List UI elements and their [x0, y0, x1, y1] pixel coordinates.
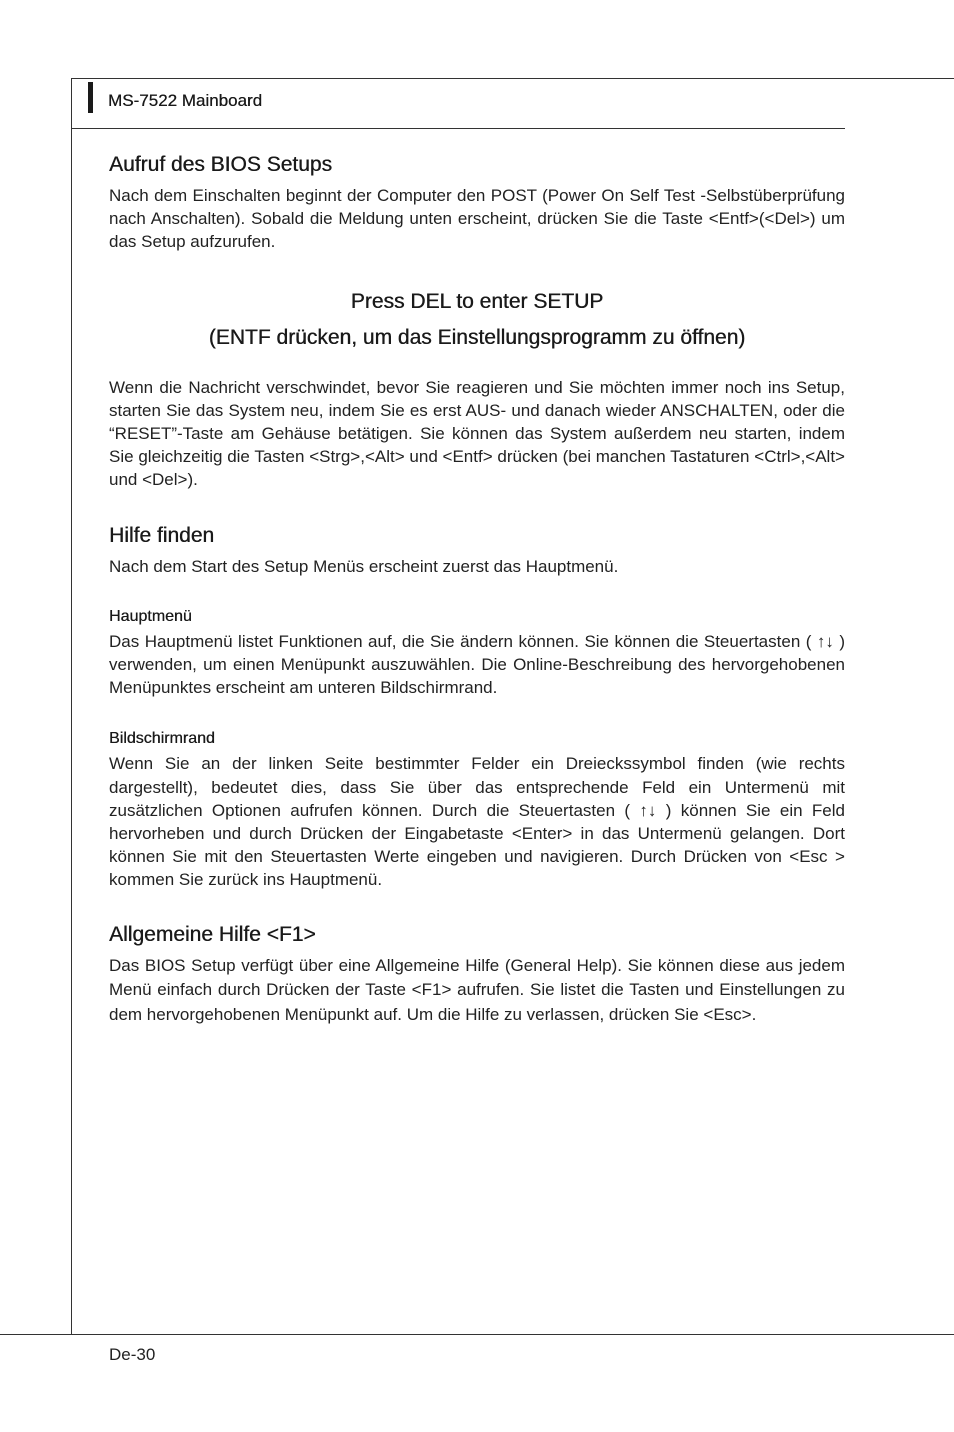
screen-edge-paragraph: Wenn Sie an der linken Seite bestimmter Felder ein Dreieckssymbol finden (wie rechts dargestellt), bedeutet dies, dass Sie über das entsprechende Feld ein Untermenü mit zusätzlichen Optionen aufrufen können. Durch die Steuertasten ( ↑↓ ) können Sie ein Feld hervorheben und durch Drücken der Eingabetaste <Enter> in das Untermenü gelangen. Dort können Sie mit den Steuertasten Werte eingeben und navigieren. Durch Drücken von <Esc > kommen Sie zurück ins Hauptmenü. — [109, 754, 845, 890]
subheading-screen-edge: Bildschirmrand — [109, 730, 215, 748]
page-frame-left-rule — [71, 78, 72, 1335]
section-heading-help: Hilfe finden — [109, 523, 215, 547]
bios-setup-paragraph-2: Wenn die Nachricht verschwindet, bevor Sie reagieren und Sie möchten immer noch ins Setup, starten Sie das System neu, indem Sie es erst AUS- und danach wieder ANSCHALTEN, oder die “RESET”-Taste am Gehäuse betätigen. Sie können das System außerdem neu starten, indem Sie gleichzeitig die Tasten <Strg>,<Alt> und <Entf> drücken (bei manchen Tastaturen <Ctrl>,<Alt> und <Del>). — [109, 377, 845, 490]
document-body — [109, 150, 845, 1028]
bios-setup-paragraph-1: Nach dem Einschalten beginnt der Computer den POST (Power On Self Test -Selbstüberprüfung nach Anschalten). Sobald die Meldung unten erscheint, drücken Sie die Taste <Entf>(<Del>) um das Setup aufzurufen. — [109, 186, 845, 252]
section-heading-bios-setup: Aufruf des BIOS Setups — [109, 153, 332, 176]
setup-message-line-2: (ENTF drücken, um das Einstellungsprogramm zu öffnen) — [208, 325, 746, 349]
header-rule — [71, 128, 845, 129]
page-frame-top-rule — [71, 78, 954, 79]
page-number: De-30 — [109, 1345, 156, 1364]
footer-rule — [0, 1334, 954, 1335]
help-paragraph: Nach dem Start des Setup Menüs erscheint zuerst das Hauptmenü. — [109, 556, 619, 576]
subheading-main-menu: Hauptmenü — [109, 607, 192, 625]
section-heading-general-help: Allgemeine Hilfe <F1> — [109, 922, 316, 946]
header-accent-bar — [88, 82, 93, 113]
main-menu-paragraph: Das Hauptmenü listet Funktionen auf, die Sie ändern können. Sie können die Steuertasten ( ↑↓ ) verwenden, um einen Menüpunkt auszuwählen. Die Online-Beschreibung des hervorgehobenen Menüpunktes erscheint am unteren Bildschirmrand. — [109, 631, 845, 698]
general-help-paragraph: Das BIOS Setup verfügt über eine Allgemeine Hilfe (General Help). Sie können diese aus jedem Menü einfach durch Drücken der Taste <F1> aufrufen. Sie listet die Tasten und Einstellungen zu dem hervorgehobenen Menüpunkt auf. Um die Hilfe zu verlassen, drücken Sie <Esc>. — [109, 955, 845, 1025]
setup-message-line-1: Press DEL to enter SETUP — [350, 289, 604, 313]
header-title: MS-7522 Mainboard — [108, 91, 263, 110]
